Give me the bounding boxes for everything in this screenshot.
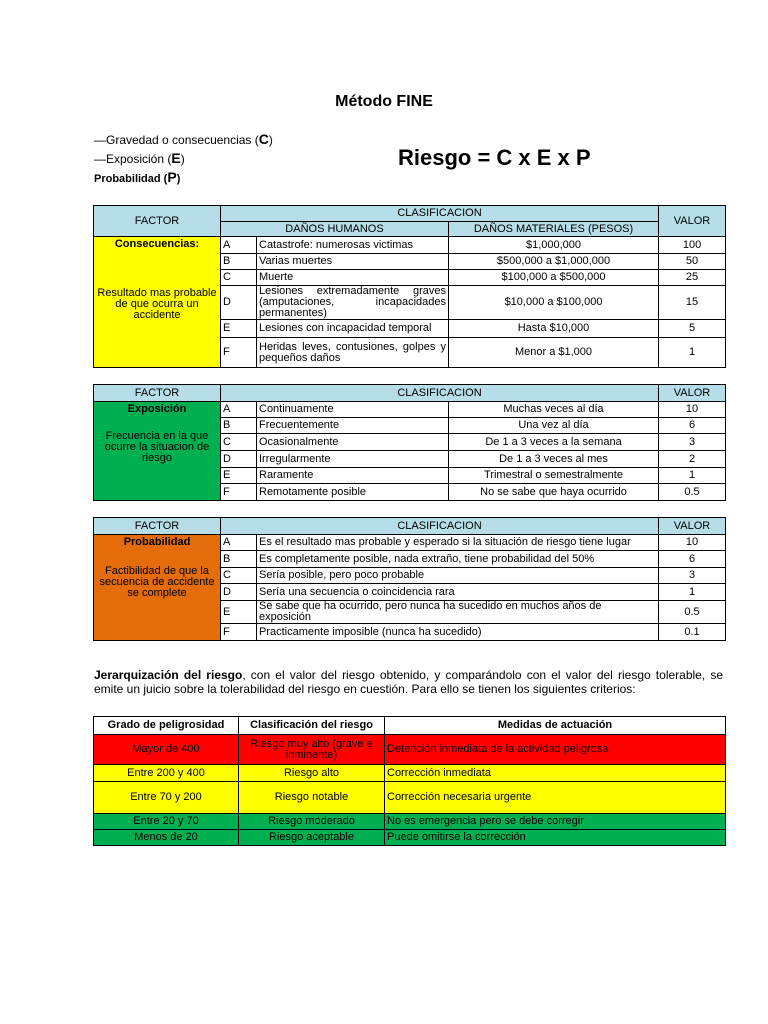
probability-text: Es el resultado mas probable y esperado si la situación de riesgo tiene lugar: [257, 535, 659, 551]
row-letter: A: [221, 237, 257, 254]
criterios-table: [93, 716, 726, 846]
exposure-frequency: Muchas veces al día: [449, 402, 659, 418]
paragraph-bold: Jerarquización del riesgo: [94, 668, 243, 682]
row-letter: E: [221, 320, 257, 338]
row-valor: 6: [659, 551, 726, 568]
legend-probabilidad-letter: P: [167, 169, 177, 185]
exposure-frequency: Trimestral o semestralmente: [449, 468, 659, 484]
exposure-label: Irregularmente: [257, 451, 449, 468]
row-valor: 10: [659, 402, 726, 418]
clasificacion-header: CLASIFICACION: [221, 518, 659, 535]
row-valor: 1: [659, 584, 726, 601]
row-letter: B: [221, 254, 257, 270]
row-letter: C: [221, 568, 257, 584]
clasificacion-riesgo: Riesgo moderado: [239, 814, 385, 830]
paragraph-text: , con el valor del riesgo obtenido, y comparándolo con el valor del riesgo tolerable, se emite un juicio sobre la tolerabilidad del riesgo en cuestión. Para ello se tienen los siguientes criterios:: [94, 668, 723, 696]
exposure-frequency: Una vez al día: [449, 418, 659, 434]
legend-gravedad-label: Gravedad o consecuencias (: [106, 133, 259, 147]
legend-probabilidad: [94, 170, 180, 187]
probability-text: Es completamente posible, nada extraño, tiene probabilidad del 50%: [257, 551, 659, 568]
row-valor: 5: [659, 320, 726, 338]
clasificacion-riesgo-header: Clasificación del riesgo: [239, 717, 385, 735]
consecuencias-table: [93, 205, 726, 368]
exposure-label: Ocasionalmente: [257, 434, 449, 451]
jerarquizacion-paragraph: [94, 668, 723, 696]
human-damage: Heridas leves, contusiones, golpes y pequeños daños: [257, 338, 449, 368]
row-valor: 0.5: [659, 601, 726, 624]
human-damage: Varias muertes: [257, 254, 449, 270]
probability-text: Sería posible, pero poco probable: [257, 568, 659, 584]
row-valor: 1: [659, 468, 726, 484]
row-letter: B: [221, 418, 257, 434]
medida-actuacion: Corrección necesaria urgente: [385, 782, 726, 814]
clasificacion-riesgo: Riesgo aceptable: [239, 830, 385, 846]
valor-header: VALOR: [659, 385, 726, 402]
row-valor: 2: [659, 451, 726, 468]
row-letter: B: [221, 551, 257, 568]
row-valor: 0.1: [659, 624, 726, 641]
row-letter: E: [221, 468, 257, 484]
legend-probabilidad-label: Probabilidad (: [94, 173, 168, 185]
factor-name: Consecuencias:: [114, 238, 200, 250]
row-letter: D: [221, 451, 257, 468]
row-valor: 10: [659, 535, 726, 551]
exposure-label: Raramente: [257, 468, 449, 484]
factor-header: FACTOR: [94, 518, 221, 535]
row-valor: 100: [659, 237, 726, 254]
clasificacion-header: CLASIFICACION: [221, 206, 659, 222]
row-letter: E: [221, 601, 257, 624]
probability-text: Practicamente imposible (nunca ha sucedido): [257, 624, 659, 641]
material-damage: $100,000 a $500,000: [449, 270, 659, 286]
clasificacion-riesgo: Riesgo muy alto (grave e inminente): [239, 735, 385, 765]
valor-header: VALOR: [659, 206, 726, 237]
legend-exposicion: [94, 151, 185, 167]
row-letter: F: [221, 338, 257, 368]
legend-dash: —: [94, 152, 106, 166]
human-damage: Catastrofe: numerosas victimas: [257, 237, 449, 254]
probabilidad-table: [93, 517, 726, 641]
medidas-header: Medidas de actuación: [385, 717, 726, 735]
row-letter: D: [221, 584, 257, 601]
exposure-label: Continuamente: [257, 402, 449, 418]
grado-peligrosidad: Entre 70 y 200: [94, 782, 239, 814]
probabilidad-factor: [94, 535, 221, 641]
factor-header: FACTOR: [94, 385, 221, 402]
material-damage: Hasta $10,000: [449, 320, 659, 338]
row-letter: A: [221, 402, 257, 418]
factor-description: Resultado mas probable de que ocurra un accidente: [97, 287, 217, 321]
row-valor: 15: [659, 286, 726, 320]
page-title: Método FINE: [335, 93, 433, 110]
material-damage: $10,000 a $100,000: [449, 286, 659, 320]
humanos-header: DAÑOS HUMANOS: [221, 222, 449, 237]
medida-actuacion: Corrección inmediata: [385, 765, 726, 782]
probability-text: Se sabe que ha ocurrido, pero nunca ha sucedido en muchos años de exposición: [257, 601, 659, 624]
clasificacion-riesgo: Riesgo notable: [239, 782, 385, 814]
exposicion-factor: [94, 402, 221, 501]
legend-dash: —: [94, 133, 106, 147]
exposure-frequency: No se sabe que haya ocurrido: [449, 484, 659, 501]
probability-text: Sería una secuencia o coincidencia rara: [257, 584, 659, 601]
grado-header: Grado de peligrosidad: [94, 717, 239, 735]
medida-actuacion: Puede omitirse la corrección: [385, 830, 726, 846]
legend-exposicion-letter: E: [171, 150, 181, 166]
legend-close: ): [268, 133, 273, 147]
valor-header: VALOR: [659, 518, 726, 535]
row-valor: 25: [659, 270, 726, 286]
legend-close: ): [176, 173, 181, 185]
human-damage: Lesiones extremadamente graves (amputaciones, incapacidades permanentes): [257, 286, 449, 320]
factor-header: FACTOR: [94, 206, 221, 237]
exposure-frequency: De 1 a 3 veces al mes: [449, 451, 659, 468]
material-damage: Menor a $1,000: [449, 338, 659, 368]
exposure-label: Frecuentemente: [257, 418, 449, 434]
grado-peligrosidad: Mayor de 400: [94, 735, 239, 765]
row-valor: 0.5: [659, 484, 726, 501]
row-letter: C: [221, 270, 257, 286]
row-letter: F: [221, 624, 257, 641]
row-valor: 3: [659, 568, 726, 584]
row-valor: 1: [659, 338, 726, 368]
medida-actuacion: No es emergencia pero se debe corregir: [385, 814, 726, 830]
risk-formula: Riesgo = C x E x P: [398, 145, 591, 170]
human-damage: Muerte: [257, 270, 449, 286]
row-letter: D: [221, 286, 257, 320]
row-valor: 50: [659, 254, 726, 270]
row-letter: C: [221, 434, 257, 451]
legend-gravedad: [94, 132, 273, 148]
material-damage: $1,000,000: [449, 237, 659, 254]
legend-close: ): [180, 152, 185, 166]
exposure-label: Remotamente posible: [257, 484, 449, 501]
exposure-frequency: De 1 a 3 veces a la semana: [449, 434, 659, 451]
row-valor: 6: [659, 418, 726, 434]
human-damage: Lesiones con incapacidad temporal: [257, 320, 449, 338]
legend-exposicion-label: Exposición (: [106, 152, 172, 166]
factor-name: Exposición: [127, 403, 187, 415]
consecuencias-factor: [94, 237, 221, 368]
grado-peligrosidad: Menos de 20: [94, 830, 239, 846]
factor-description: Factibilidad de que la secuencia de accidente se complete: [99, 565, 215, 599]
row-valor: 3: [659, 434, 726, 451]
legend-gravedad-letter: C: [258, 131, 269, 147]
exposicion-table: [93, 384, 726, 501]
material-damage: $500,000 a $1,000,000: [449, 254, 659, 270]
factor-description: Frecuencia en la que ocurre la situacion de riesgo: [104, 430, 210, 464]
grado-peligrosidad: Entre 20 y 70: [94, 814, 239, 830]
medida-actuacion: Detención inmediata de la actividad peligrosa: [385, 735, 726, 765]
clasificacion-header: CLASIFICACION: [221, 385, 659, 402]
grado-peligrosidad: Entre 200 y 400: [94, 765, 239, 782]
clasificacion-riesgo: Riesgo alto: [239, 765, 385, 782]
factor-name: Probabilidad: [123, 536, 191, 548]
row-letter: F: [221, 484, 257, 501]
row-letter: A: [221, 535, 257, 551]
materiales-header: DAÑOS MATERIALES (PESOS): [449, 222, 659, 237]
